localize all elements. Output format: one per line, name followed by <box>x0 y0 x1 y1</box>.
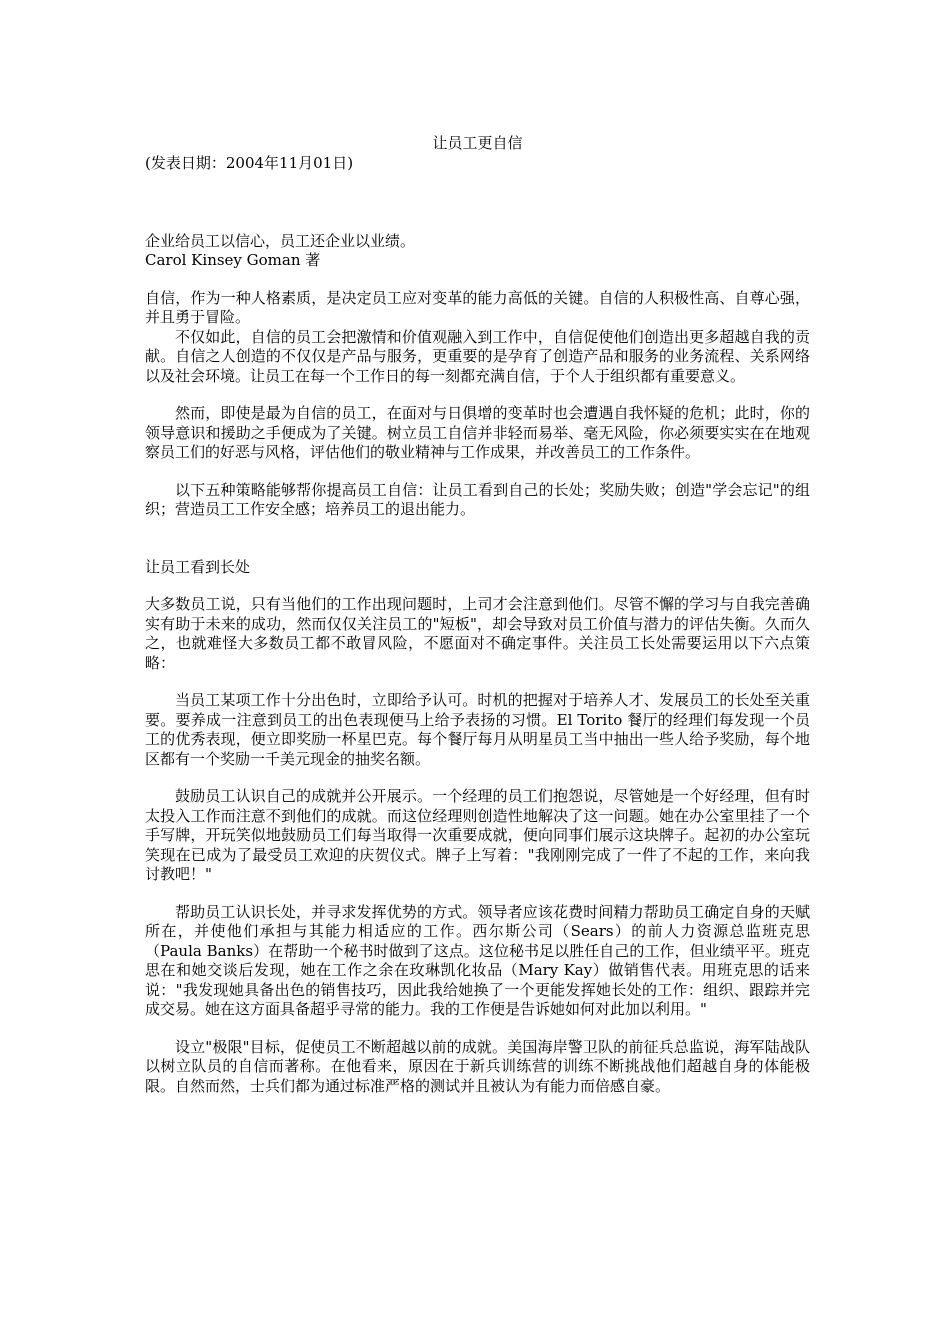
paragraph-3: 然而，即使是最为自信的员工，在面对与日俱增的变革时也会遭遇自我怀疑的危机；此时，你的领导意识和援助之手便成为了关键。树立员工自信并非轻而易举、毫无风险，你必须要实实在在地观察员工们的好恶与风格，评估他们的敬业精神与工作成果，并改善员工的工作条件。 <box>145 404 810 461</box>
document-subtitle: 企业给员工以信心，员工还企业以业绩。 <box>145 231 416 250</box>
paragraph-6: 当员工某项工作十分出色时，立即给予认可。时机的把握对于培养人才、发展员工的长处至关重要。要养成一注意到员工的出色表现便马上给予表扬的习惯。El Torito 餐厅的经理们每发现一个员工的优秀表现，便立即奖励一杯星巴克。每个餐厅每月从明星员工当中抽出一些人给予奖励，每个地区都有一个奖励一千美元现金的抽奖名额。 <box>145 691 810 768</box>
paragraph-4: 以下五种策略能够帮你提高员工自信：让员工看到自己的长处；奖励失败；创造"学会忘记"的组织；营造员工工作安全感；培养员工的退出能力。 <box>145 480 810 518</box>
spacer <box>145 577 810 595</box>
spacer <box>145 769 810 787</box>
document-author: Carol Kinsey Goman 著 <box>145 251 321 269</box>
publish-date: (发表日期：2004年11月01日) <box>145 154 354 172</box>
spacer <box>145 271 810 289</box>
paragraph-5: 大多数员工说，只有当他们的工作出现问题时，上司才会注意到他们。尽管不懈的学习与自我完善确实有助于未来的成功，然而仅仅关注员工的"短板"，却会导致对员工价值与潜力的评估失衡。久而久之，也就难怪大多数员工都不敢冒风险，不愿面对不确定事件。关注员工长处需要运用以下六点策略： <box>145 595 810 672</box>
spacer <box>145 174 810 232</box>
spacer <box>145 1020 810 1038</box>
spacer <box>145 673 810 691</box>
spacer <box>145 885 810 903</box>
spacer <box>145 520 810 558</box>
paragraph-1: 自信，作为一种人格素质，是决定员工应对变革的能力高低的关键。自信的人积极性高、自尊心强，并且勇于冒险。 <box>145 288 810 326</box>
paragraph-7: 鼓励员工认识自己的成就并公开展示。一个经理的员工们抱怨说，尽管她是一个好经理，但有时太投入工作而注意不到他们的成就。而这位经理则创造性地解决了这一问题。她在办公室里挂了一个手写牌，开玩笑似地鼓励员工们每当取得一次重要成就，便向同事们展示这块牌子。起初的办公室玩笑现在已成为了最受员工欢迎的庆贺仪式。牌子上写着："我刚刚完成了一件了不起的工作，来向我讨教吧！" <box>145 787 810 883</box>
paragraph-8: 帮助员工认识长处，并寻求发挥优势的方式。领导者应该花费时间精力帮助员工确定自身的天赋所在，并使他们承担与其能力相适应的工作。西尔斯公司（Sears）的前人力资源总监班克思（Paula Banks）在帮助一个秘书时做到了这点。这位秘书足以胜任自己的工作，但业绩平平。班克思在和她交谈后发现，她在工作之余在玫琳凯化妆品（Mary Kay）做销售代表。用班克思的话来说："我发现她具备出色的销售技巧，因此我给她换了一个更能发挥她长处的工作：组织、跟踪并完成交易。她在这方面具备超乎寻常的能力。我的工作便是告诉她如何对此加以利用。" <box>145 902 810 1018</box>
document-title: 让员工更自信 <box>432 134 523 152</box>
spacer <box>145 386 810 404</box>
paragraph-9: 设立"极限"目标，促使员工不断超越以前的成就。美国海岸警卫队的前征兵总监说，海军陆战队以树立队员的自信而著称。在他看来，原因在于新兵训练营的训练不断挑战他们超越自身的体能极限。自然而然，士兵们都为通过标准严格的测试并且被认为有能力而倍感自豪。 <box>145 1037 810 1095</box>
paragraph-2: 不仅如此，自信的员工会把激情和价值观融入到工作中，自信促使他们创造出更多超越自我的贡献。自信之人创造的不仅仅是产品与服务，更重要的是孕育了创造产品和服务的业务流程、关系网络以及社会环境。让员工在每一个工作日的每一刻都充满自信，于个人于组织都有重要意义。 <box>145 327 810 385</box>
spacer <box>145 463 810 481</box>
document-page <box>145 134 810 1096</box>
section-heading: 让员工看到长处 <box>145 557 251 576</box>
